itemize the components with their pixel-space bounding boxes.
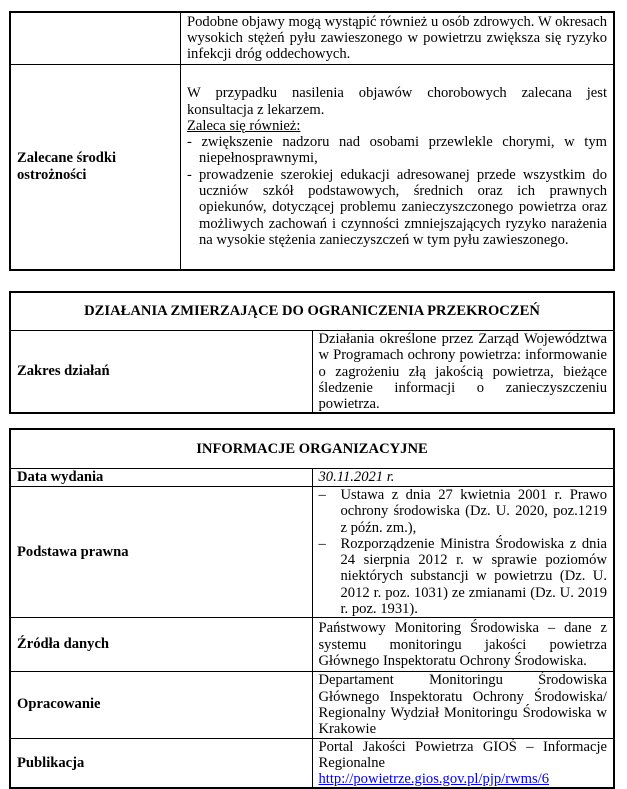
data-sources-text: Państwowy Monitoring Środowiska – dane z systemu monitoringu jakości powietrza Głównego Inspektoratu Ochrony Środowiska. (318, 620, 607, 670)
table-row (10, 738, 614, 788)
precautions-intro: W przypadku nasilenia objawów chorobowych zalecana jest konsultacja z lekarzem. (187, 85, 607, 118)
prepared-by-content (312, 672, 614, 738)
data-sources-label: Źródła danych (10, 618, 312, 672)
table-row (10, 469, 614, 487)
table-row (10, 64, 614, 270)
list-item: - zwiększenie nadzoru nad osobami przewlekle chorymi, w tym niepełnosprawnymi, (187, 134, 607, 167)
actions-table (9, 291, 615, 414)
publication-label: Publikacja (10, 738, 312, 788)
health-effects-text (181, 12, 615, 64)
data-sources-content (312, 618, 614, 672)
dash-bullet: – (318, 487, 326, 503)
legal-basis-content (312, 487, 614, 618)
list-item: - prowadzenie szerokiej edukacji adresowanej przede wszystkim do uczniów szkół podstawowych, średnich oraz ich prawnych opiekunów, dotyczącej problemu zanieczyszczonego powietrza oraz możliwych zachowań i czynności zmniejszających ryzyko narażenia na wysokie stężenia zanieczyszczeń w tym pyłu zawieszonego. (187, 166, 607, 248)
health-effects-table (9, 11, 615, 271)
prepared-by-text: Departament Monitoringu Środowiska Głównego Inspektoratu Ochrony Środowiska/ Regionalny Wydział Monitoringu Środowiska w Krakowie (318, 672, 607, 738)
publication-text: Portal Jakości Powietrza GIOŚ – Informacje Regionalne (318, 738, 607, 771)
scope-content (312, 331, 614, 414)
actions-heading: DZIAŁANIA ZMIERZAJĄCE DO OGRANICZENIA PRZEKROCZEŃ (10, 292, 614, 331)
legal-item-text: Rozporządzenie Ministra Środowiska z dnia 24 sierpnia 2012 r. w sprawie poziomów niektórych substancji w powietrzu (Dz. U. 2012 r. poz. 1031) ze zmianami (Dz. U. 2019 r. poz. 1931). (340, 535, 607, 618)
precautions-content (181, 64, 615, 270)
table-row (10, 672, 614, 738)
scope-label: Zakres działań (10, 331, 312, 414)
publication-link[interactable]: http://powietrze.gios.gov.pl/pjp/rwms/6 (318, 771, 550, 788)
organizational-info-table (9, 428, 615, 789)
precautions-label: Zalecane środki ostrożności (10, 64, 181, 270)
row-label (10, 12, 181, 64)
table-row (10, 331, 614, 414)
table-row (10, 12, 614, 64)
legal-item-text: Ustawa z dnia 27 kwietnia 2001 r. Prawo ochrony środowiska (Dz. U. 2020, poz.1219 z późn. zm.), (340, 487, 607, 536)
publication-content (312, 738, 614, 788)
dash-bullet: – (318, 535, 326, 552)
prepared-by-label: Opracowanie (10, 672, 312, 738)
legal-basis-label: Podstawa prawna (10, 487, 312, 618)
table-heading-row (10, 292, 614, 331)
issue-date-value: 30.11.2021 r. (312, 469, 614, 487)
scope-text: Działania określone przez Zarząd Województwa w Programach ochrony powietrza: informowanie o zagrożeniu złą jakością powietrza, bieżące śledzenie informacji o zanieczyszczeniu powietrza. (318, 331, 607, 413)
table-row (10, 487, 614, 618)
table-heading-row (10, 429, 614, 469)
precautions-subheading: Zaleca się również: (187, 117, 301, 134)
list-item (319, 487, 608, 536)
list-item (319, 536, 608, 617)
table-row (10, 618, 614, 672)
organizational-heading: INFORMACJE ORGANIZACYJNE (10, 429, 614, 469)
issue-date-label: Data wydania (10, 469, 312, 487)
health-effects-paragraph: Podobne objawy mogą wystąpić również u osób zdrowych. W okresach wysokich stężeń pyłu zawieszonego w powietrzu zwiększa się ryzyko infekcji dróg oddechowych. (187, 13, 607, 63)
